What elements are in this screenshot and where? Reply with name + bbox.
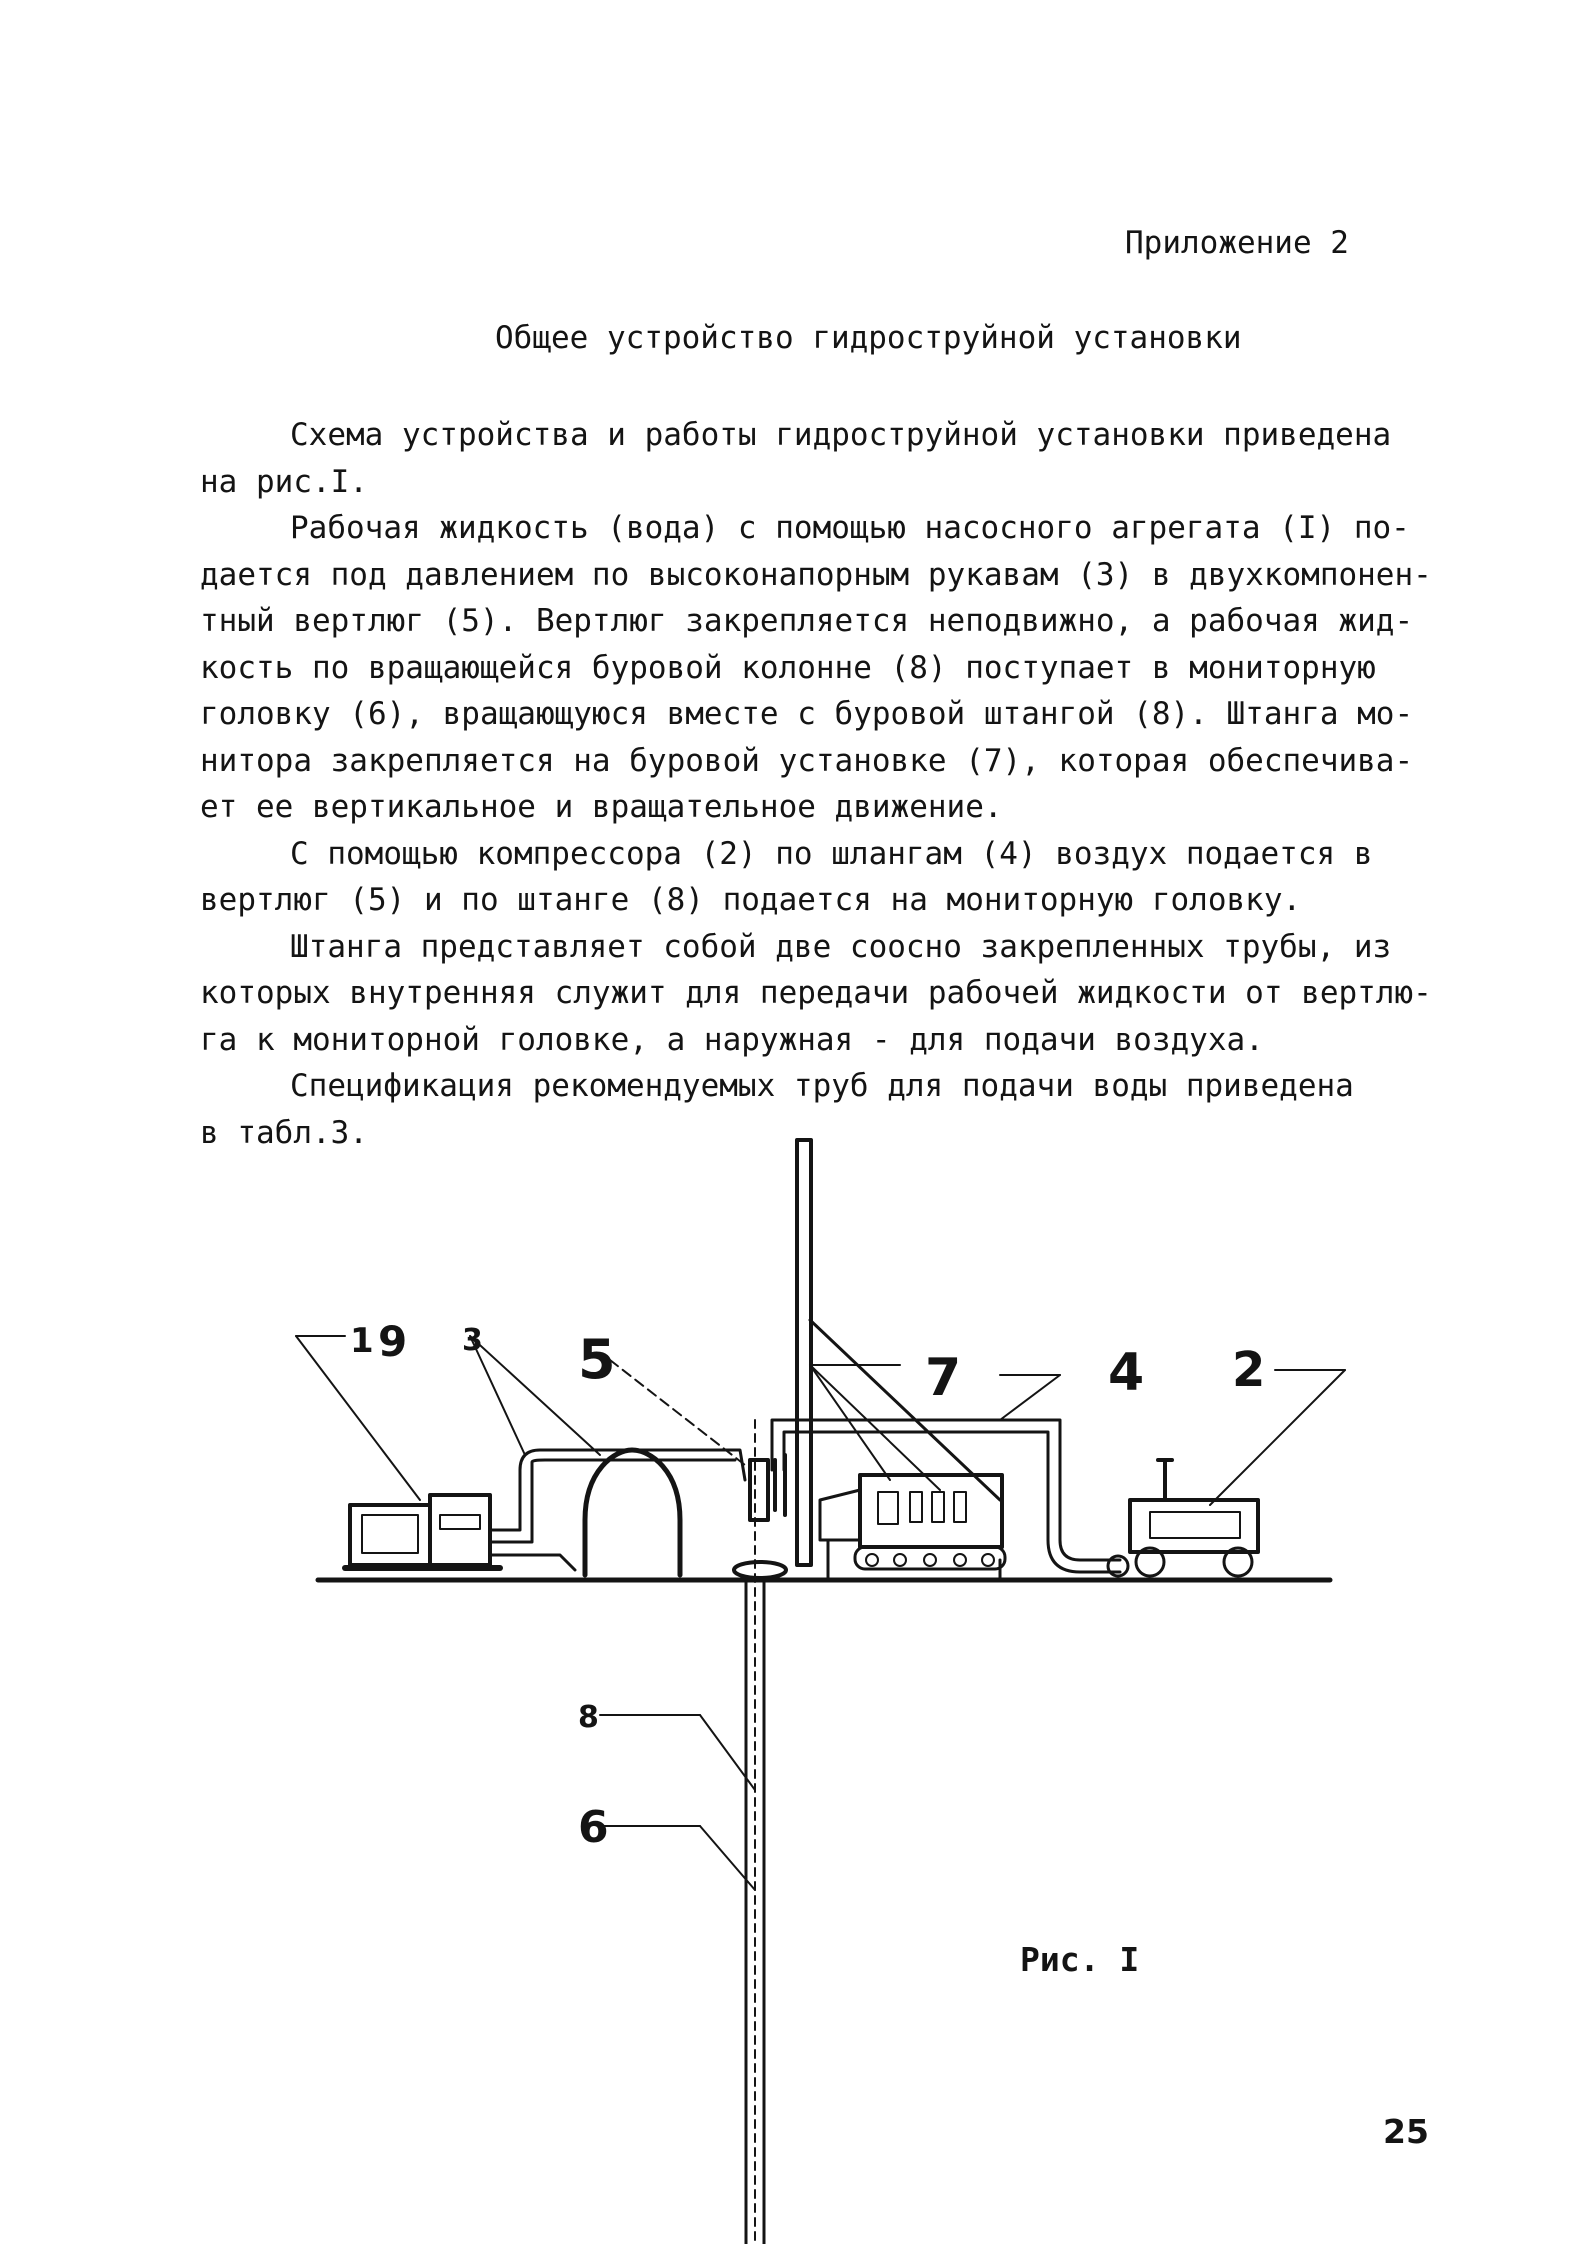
text-line: тный вертлюг (5). Вертлюг закрепляется неподвижно, а рабочая жид- (200, 603, 1414, 639)
callout-2: 2 (1232, 1342, 1266, 1398)
document-title: Общее устройство гидроструйной установки (495, 320, 1242, 356)
callout-1: 1 (350, 1321, 374, 1361)
high-pressure-hoses (490, 1450, 745, 1570)
text-line: га к мониторной головке, а наружная - для подачи воздуха. (200, 1021, 1264, 1058)
callout-5: 5 (578, 1328, 616, 1391)
callout-6: 6 (578, 1802, 609, 1853)
callout-4: 4 (1108, 1343, 1145, 1403)
figure-caption: Рис. I (1020, 1940, 1140, 1979)
text-line: кость по вращающейся буровой колонне (8) поступает в мониторную (200, 649, 1376, 686)
page-number: 25 (1383, 2112, 1429, 2151)
text-line: Схема устройства и работы гидроструйной установки приведена (290, 417, 1392, 453)
text-line: которых внутренняя служит для передачи рабочей жидкости от вертлю- (200, 975, 1432, 1011)
text-line: вертлюг (5) и по штанге (8) подается на мониторную головку. (200, 882, 1302, 918)
swivel-ring (734, 1562, 786, 1578)
text-line: ет ее вертикальное и вращательное движение. (200, 789, 1003, 825)
drill-string (746, 1420, 764, 2244)
arch (585, 1450, 680, 1575)
text-line: Штанга представляет собой две соосно закрепленных трубы, из (290, 928, 1392, 965)
text-line: С помощью компрессора (2) по шлангам (4) воздух подается в (290, 835, 1373, 872)
air-hose (772, 1420, 1120, 1572)
text-line: Рабочая жидкость (вода) с помощью насосного агрегата (I) по- (290, 510, 1410, 546)
callout-3: 3 (462, 1323, 483, 1358)
text-line: головку (6), вращающуюся вместе с буровой штангой (8). Штанга мо- (200, 696, 1414, 732)
callout-8: 8 (578, 1700, 599, 1735)
text-line: нитора закрепляется на буровой установке (7), которая обеспечива- (200, 742, 1414, 779)
pump-unit (345, 1495, 500, 1568)
text-line: на рис.I. (200, 463, 368, 500)
callout-7: 7 (925, 1348, 962, 1408)
text-line: дается под давлением по высоконапорным рукавам (3) в двухкомпонен- (200, 556, 1432, 593)
text-line: Спецификация рекомендуемых труб для подачи воды приведена (290, 1068, 1354, 1104)
callout-9: 9 (378, 1317, 408, 1366)
compressor (1108, 1460, 1258, 1576)
appendix-label: Приложение 2 (1125, 225, 1349, 261)
swivel (750, 1460, 768, 1520)
text-line: в табл.3. (200, 1114, 368, 1151)
